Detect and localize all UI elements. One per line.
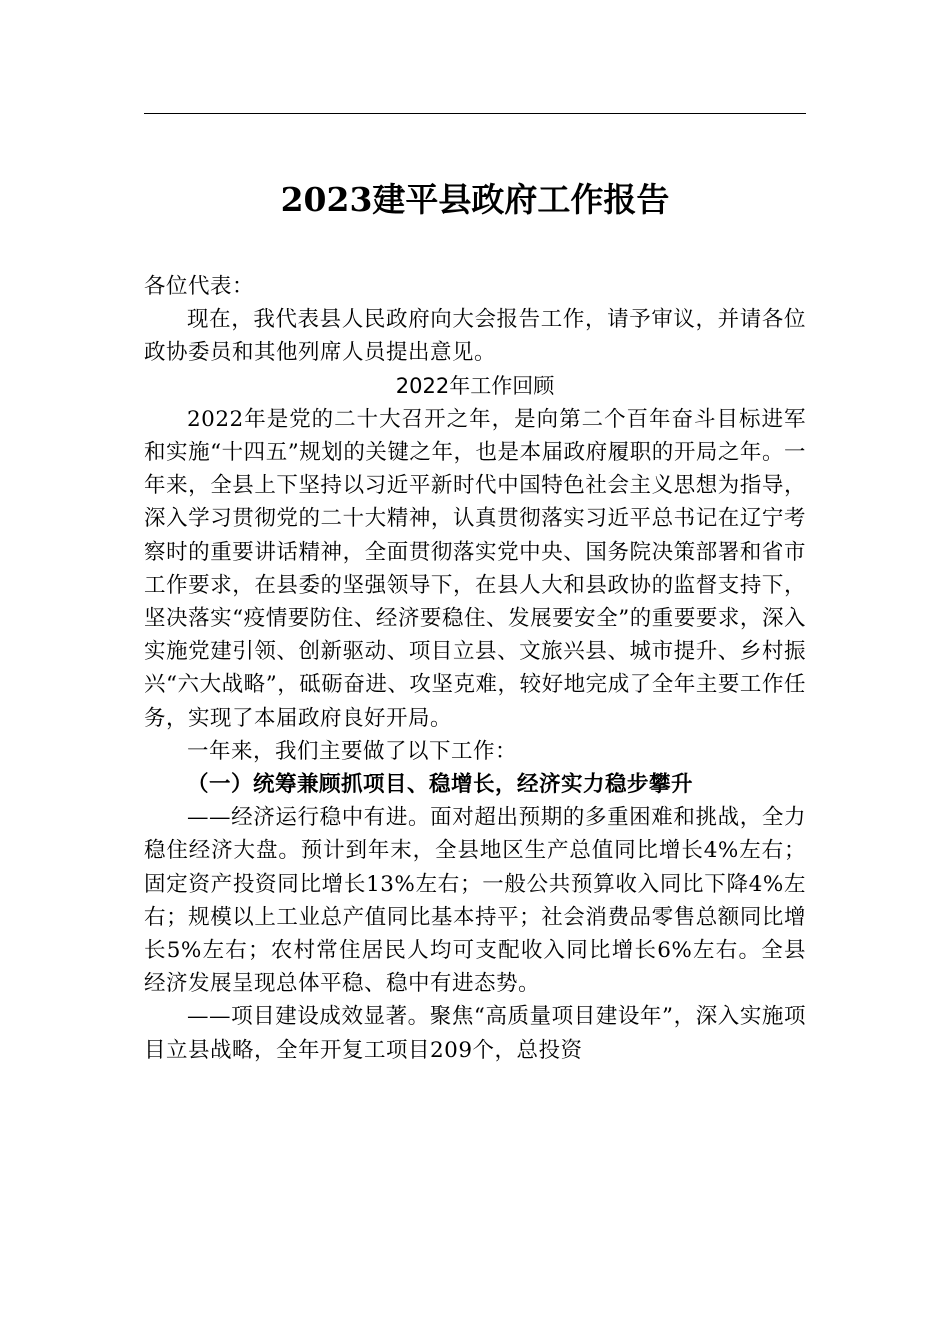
document-title: 2023建平县政府工作报告 <box>280 180 670 219</box>
paragraph-opening: 现在，我代表县人民政府向大会报告工作，请予审议，并请各位政协委员和其他列席人员提出意见。 <box>144 307 806 366</box>
document-body <box>144 270 806 1067</box>
header-rule <box>144 113 806 114</box>
subsection-heading-1: （一）统筹兼顾抓项目、稳增长，经济实力稳步攀升 <box>187 772 694 798</box>
paragraph-projects: ——项目建设成效显著。聚焦“高质量项目建设年”，深入实施项目立县战略，全年开复工项目209个，总投资 <box>144 1004 806 1063</box>
section-heading-review: 2022年工作回顾 <box>395 373 555 398</box>
salutation: 各位代表： <box>144 274 255 299</box>
paragraph-economy: ——经济运行稳中有进。面对超出预期的多重困难和挑战，全力稳住经济大盘。预计到年末，全县地区生产总值同比增长4%左右；固定资产投资同比增长13%左右；一般公共预算收入同比下降4%左右；规模以上工业总产值同比基本持平；社会消费品零售总额同比增长5%左右；农村常住居民人均可支配收入同比增长6%左右。全县经济发展呈现总体平稳、稳中有进态势。 <box>144 805 806 997</box>
paragraph-intro-work: 一年来，我们主要做了以下工作： <box>187 738 518 764</box>
paragraph-summary: 2022年是党的二十大召开之年，是向第二个百年奋斗目标进军和实施“十四五”规划的关键之年，也是本届政府履职的开局之年。一年来，全县上下坚持以习近平新时代中国特色社会主义思想为指导，深入学习贯彻党的二十大精神，认真贯彻落实习近平总书记在辽宁考察时的重要讲话精神，全面贯彻落实党中央、国务院决策部署和省市工作要求，在县委的坚强领导下，在县人大和县政协的监督支持下，坚决落实“疫情要防住、经济要稳住、发展要安全”的重要要求，深入实施党建引领、创新驱动、项目立县、文旅兴县、城市提升、乡村振兴“六大战略”，砥砺奋进、攻坚克难，较好地完成了全年主要工作任务，实现了本届政府良好开局。 <box>144 406 806 731</box>
